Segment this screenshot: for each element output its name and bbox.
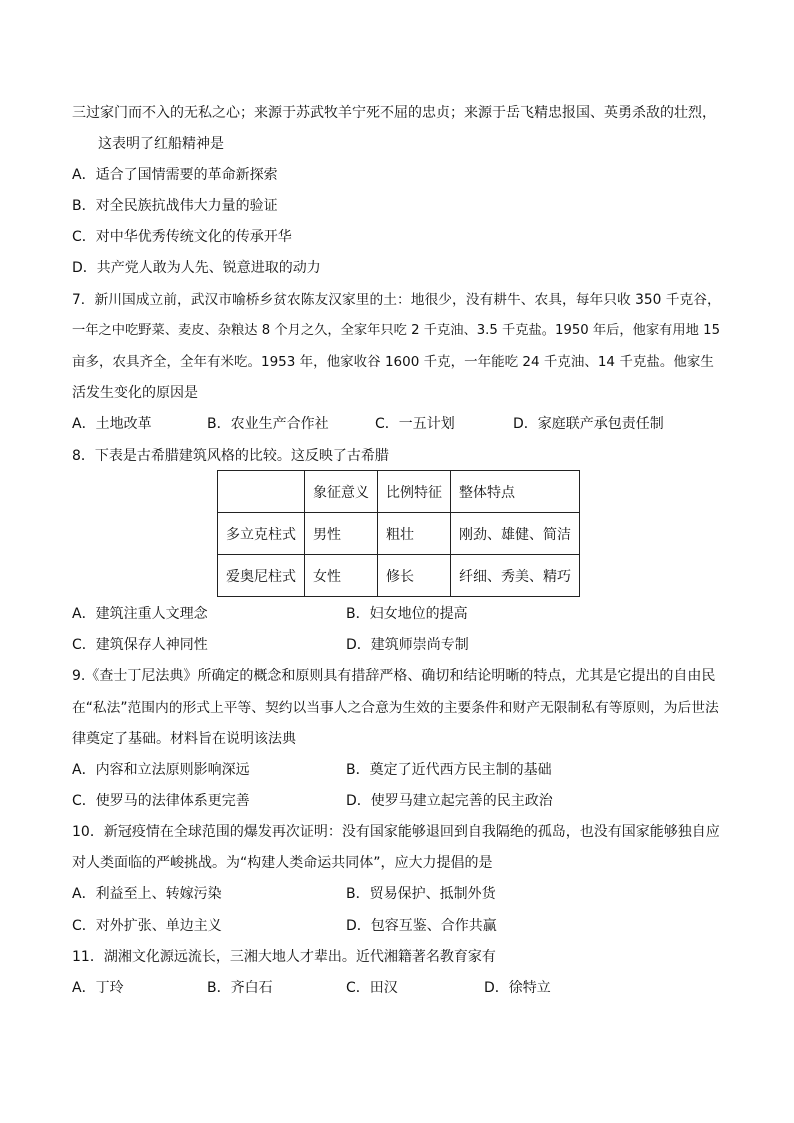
q7-option-b: B．农业生产合作社 <box>207 416 329 432</box>
greek-architecture-table <box>217 470 580 597</box>
q6-option-b: B．对全民族抗战伟大力量的验证 <box>72 198 278 214</box>
q11-stem: 11．湖湘文化源远流长，三湘大地人才辈出。近代湘籍著名教育家有 <box>72 949 496 965</box>
q8-stem: 8．下表是古希腊建筑风格的比较。这反映了古希腊 <box>72 448 389 464</box>
q11-option-d: D．徐特立 <box>484 980 551 996</box>
q7-stem-line-2: 一年之中吃野菜、麦皮、杂粮达 8 个月之久，全家年只吃 2 千克油、3.5 千克盐。1950 年后，他家有用地 15 <box>72 323 720 338</box>
q11-option-a: A．丁玲 <box>72 980 124 996</box>
q8-option-c: C．建筑保存人神同性 <box>72 637 208 653</box>
q6-option-c: C．对中华优秀传统文化的传承开华 <box>72 229 292 245</box>
table-cell: 修长 <box>378 555 451 597</box>
q6-option-a: A．适合了国情需要的革命新探索 <box>72 167 278 183</box>
q6-stem-line-2: 这表明了红船精神是 <box>98 136 224 152</box>
q10-option-b: B．贸易保护、抵制外货 <box>346 886 496 902</box>
q7-option-c: C．一五计划 <box>375 416 455 432</box>
table-cell: 刚劲、雄健、简洁 <box>451 513 580 555</box>
q6-stem-line-1: 三过家门而不入的无私之心；来源于苏武牧羊宁死不屈的忠贞；来源于岳飞精忠报国、英勇杀敌的壮烈， <box>72 105 716 121</box>
table-header-cell: 象征意义 <box>305 471 378 513</box>
table-cell: 爱奥尼柱式 <box>218 555 305 597</box>
q7-option-d: D．家庭联产承包责任制 <box>513 416 664 432</box>
table-header-cell: 比例特征 <box>378 471 451 513</box>
q11-option-c: C．田汉 <box>346 980 398 996</box>
q9-option-c: C．使罗马的法律体系更完善 <box>72 793 250 809</box>
table-cell: 多立克柱式 <box>218 513 305 555</box>
q10-stem-line-1: 10．新冠疫情在全球范围的爆发再次证明：没有国家能够退回到自我隔绝的孤岛，也没有国家能够独自应 <box>72 824 720 840</box>
q9-option-d: D．使罗马建立起完善的民主政治 <box>346 793 553 809</box>
q10-option-d: D．包容互鉴、合作共赢 <box>346 918 497 934</box>
table-row <box>218 513 580 555</box>
q7-stem-line-4: 活发生变化的原因是 <box>72 385 198 401</box>
table-header-cell: 整体特点 <box>451 471 580 513</box>
q8-option-b: B．妇女地位的提高 <box>346 606 468 622</box>
q7-option-a: A．土地改革 <box>72 416 152 432</box>
q11-option-b: B．齐白石 <box>207 980 273 996</box>
table-header-cell <box>218 471 305 513</box>
q9-stem-line-1: 9.《查士丁尼法典》所确定的概念和原则具有措辞严格、确切和结论明晰的特点，尤其是它提出的自由民 <box>72 668 716 684</box>
q10-option-a: A．利益至上、转嫁污染 <box>72 886 222 902</box>
q8-option-d: D．建筑师崇尚专制 <box>346 637 469 653</box>
q10-stem-line-2: 对人类面临的严峻挑战。为“构建人类命运共同体”，应大力提倡的是 <box>72 855 493 871</box>
q9-stem-line-2: 在“私法”范围内的形式上平等、契约以当事人之合意为生效的主要条件和财产无限制私有等原则，为后世法 <box>72 700 719 716</box>
q6-option-d: D．共产党人敢为人先、锐意进取的动力 <box>72 260 321 276</box>
table-cell: 粗壮 <box>378 513 451 555</box>
q10-option-c: C．对外扩张、单边主义 <box>72 918 222 934</box>
q9-stem-line-3: 律奠定了基础。材料旨在说明该法典 <box>72 731 296 747</box>
q8-option-a: A．建筑注重人文理念 <box>72 606 208 622</box>
table-cell: 男性 <box>305 513 378 555</box>
q7-stem-line-1: 7．新川国成立前，武汉市喻桥乡贫农陈友汉家里的土：地很少，没有耕牛、农具，每年只收 350 千克谷， <box>72 292 721 308</box>
q7-stem-line-3: 亩多，农具齐全，全年有米吃。1953 年，他家收谷 1600 千克，一年能吃 24 千克油、14 千克盐。他家生 <box>72 354 714 370</box>
table-cell: 纤细、秀美、精巧 <box>451 555 580 597</box>
table-row <box>218 555 580 597</box>
q9-option-a: A．内容和立法原则影响深远 <box>72 762 250 778</box>
table-header-row <box>218 471 580 513</box>
q9-option-b: B．奠定了近代西方民主制的基础 <box>346 762 552 778</box>
table-cell: 女性 <box>305 555 378 597</box>
